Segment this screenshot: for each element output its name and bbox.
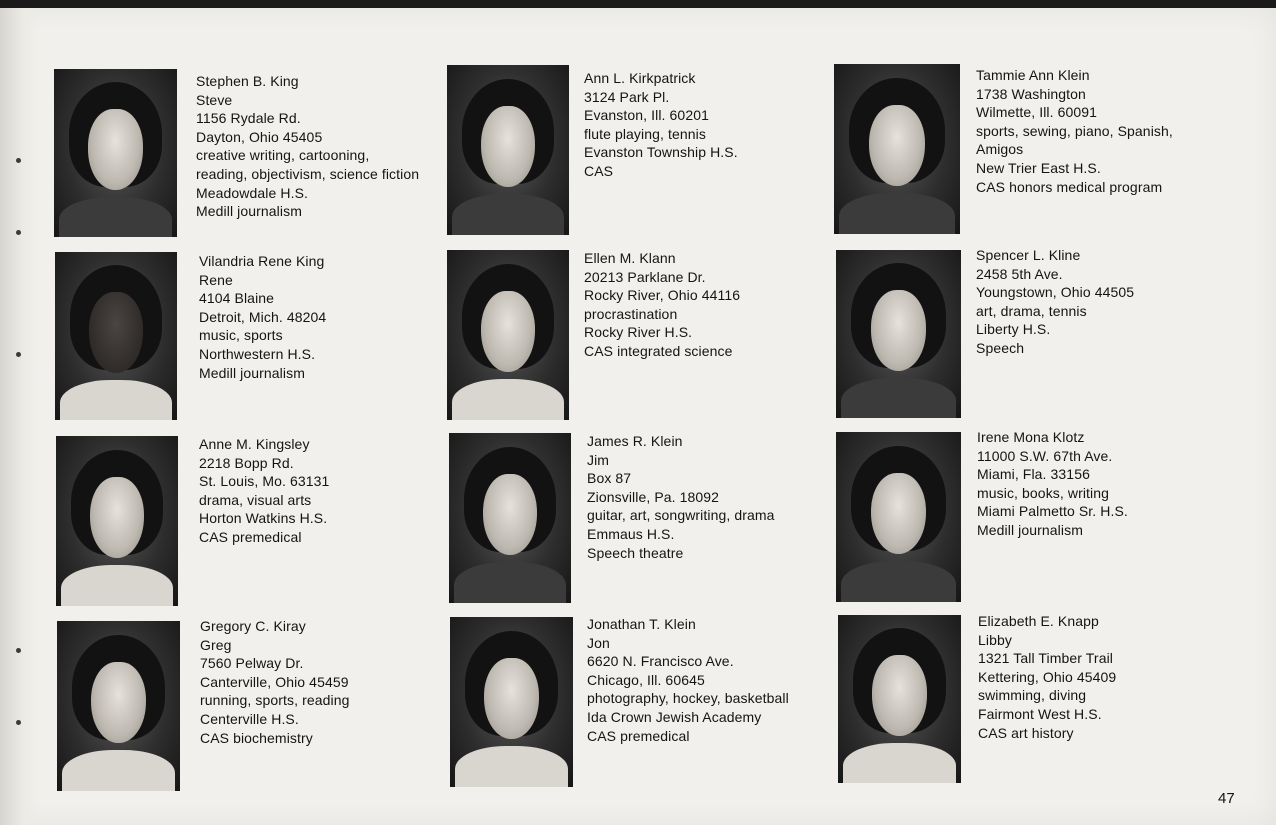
student-info xyxy=(977,428,1222,540)
info-line: 11000 S.W. 67th Ave. xyxy=(977,447,1113,464)
student-name: Ann L. Kirkpatrick xyxy=(584,70,696,86)
info-line: Fairmont West H.S. xyxy=(978,705,1102,722)
student-info xyxy=(584,69,829,181)
info-line: art, drama, tennis xyxy=(976,302,1087,319)
info-line: Ida Crown Jewish Academy xyxy=(587,708,762,725)
info-line: Amigos xyxy=(976,141,1024,158)
student-name: James R. Klein xyxy=(587,433,683,449)
info-line: CAS biochemistry xyxy=(200,729,313,746)
info-line: Detroit, Mich. 48204 xyxy=(199,308,327,325)
student-info xyxy=(976,246,1221,358)
info-line: Greg xyxy=(200,636,232,653)
binding-hole xyxy=(16,352,21,357)
binding-hole xyxy=(16,158,21,163)
info-line: Meadowdale H.S. xyxy=(196,184,309,201)
student-name: Tammie Ann Klein xyxy=(976,67,1090,83)
info-line: reading, objectivism, science fiction xyxy=(196,165,420,182)
info-line: Horton Watkins H.S. xyxy=(199,510,328,527)
binding-spine xyxy=(0,8,40,825)
info-line: 2458 5th Ave. xyxy=(976,265,1063,282)
student-info xyxy=(199,435,444,547)
info-line: Miami, Fla. 33156 xyxy=(977,466,1090,483)
info-line: Medill journalism xyxy=(196,203,302,220)
info-line: Speech xyxy=(976,339,1025,356)
info-line: 4104 Blaine xyxy=(199,290,275,307)
student-name: Anne M. Kingsley xyxy=(199,436,310,452)
info-line: 2218 Bopp Rd. xyxy=(199,454,294,471)
info-line: Kettering, Ohio 45409 xyxy=(978,668,1117,685)
info-line: 7560 Pelway Dr. xyxy=(200,655,304,672)
info-line: CAS xyxy=(584,162,614,179)
student-info xyxy=(976,66,1221,196)
info-line: Dayton, Ohio 45405 xyxy=(196,128,323,145)
info-line: 1156 Rydale Rd. xyxy=(196,110,301,127)
info-line: Northwestern H.S. xyxy=(199,345,316,362)
info-line: Speech theatre xyxy=(587,544,684,561)
info-line: 20213 Parklane Dr. xyxy=(584,268,706,285)
info-line: Evanston Township H.S. xyxy=(584,144,738,161)
info-line: swimming, diving xyxy=(978,687,1087,704)
student-portrait xyxy=(54,69,177,237)
info-line: music, books, writing xyxy=(977,484,1110,501)
student-info xyxy=(978,612,1223,742)
info-line: creative writing, cartooning, xyxy=(196,147,370,164)
student-name: Jonathan T. Klein xyxy=(587,616,696,632)
student-portrait xyxy=(56,436,178,606)
info-line: 1738 Washington xyxy=(976,85,1086,102)
student-portrait xyxy=(447,65,569,235)
info-line: CAS integrated science xyxy=(584,342,733,359)
student-portrait xyxy=(449,433,571,603)
student-name: Stephen B. King xyxy=(196,73,299,89)
student-portrait xyxy=(838,615,961,783)
info-line: Medill journalism xyxy=(977,521,1083,538)
info-line: Box 87 xyxy=(587,470,632,487)
info-line: Liberty H.S. xyxy=(976,321,1051,338)
student-portrait xyxy=(57,621,180,791)
info-line: Rocky River H.S. xyxy=(584,324,693,341)
student-name: Vilandria Rene King xyxy=(199,253,325,269)
info-line: 1321 Tall Timber Trail xyxy=(978,650,1114,667)
info-line: Wilmette, Ill. 60091 xyxy=(976,104,1098,121)
info-line: Chicago, Ill. 60645 xyxy=(587,671,705,688)
info-line: sports, sewing, piano, Spanish, xyxy=(976,122,1173,139)
student-portrait xyxy=(55,252,177,420)
info-line: Jon xyxy=(587,634,610,651)
info-line: CAS premedical xyxy=(199,528,302,545)
info-line: music, sports xyxy=(199,327,283,344)
info-line: Canterville, Ohio 45459 xyxy=(200,673,349,690)
yearbook-page xyxy=(0,8,1276,825)
info-line: flute playing, tennis xyxy=(584,125,706,142)
info-line: Steve xyxy=(196,91,233,108)
info-line: Libby xyxy=(978,631,1012,648)
binding-hole xyxy=(16,648,21,653)
student-info xyxy=(587,432,832,562)
info-line: 6620 N. Francisco Ave. xyxy=(587,653,734,670)
info-line: Emmaus H.S. xyxy=(587,525,675,542)
info-line: Centerville H.S. xyxy=(200,710,299,727)
info-line: New Trier East H.S. xyxy=(976,159,1101,176)
info-line: Rene xyxy=(199,271,233,288)
student-info xyxy=(200,617,445,747)
info-line: Evanston, Ill. 60201 xyxy=(584,107,709,124)
student-name: Ellen M. Klann xyxy=(584,250,676,266)
student-portrait xyxy=(450,617,573,787)
student-info xyxy=(199,252,444,382)
student-name: Gregory C. Kiray xyxy=(200,618,306,634)
student-name: Spencer L. Kline xyxy=(976,247,1081,263)
info-line: procrastination xyxy=(584,305,678,322)
binding-hole xyxy=(16,720,21,725)
info-line: CAS art history xyxy=(978,724,1074,741)
info-line: guitar, art, songwriting, drama xyxy=(587,507,775,524)
student-portrait xyxy=(834,64,960,234)
info-line: St. Louis, Mo. 63131 xyxy=(199,473,330,490)
student-name: Elizabeth E. Knapp xyxy=(978,613,1099,629)
info-line: Jim xyxy=(587,451,610,468)
student-info xyxy=(584,249,829,361)
info-line: drama, visual arts xyxy=(199,491,312,508)
info-line: CAS honors medical program xyxy=(976,178,1163,195)
info-line: CAS premedical xyxy=(587,727,690,744)
info-line: Rocky River, Ohio 44116 xyxy=(584,287,741,304)
student-portrait xyxy=(836,250,961,418)
info-line: photography, hockey, basketball xyxy=(587,690,789,707)
student-info xyxy=(196,72,441,221)
info-line: Medill journalism xyxy=(199,364,305,381)
binding-hole xyxy=(16,230,21,235)
student-info xyxy=(587,615,832,745)
page-number: 47 xyxy=(1218,790,1235,807)
info-line: running, sports, reading xyxy=(200,692,350,709)
student-portrait xyxy=(447,250,569,420)
info-line: Zionsville, Pa. 18092 xyxy=(587,488,720,505)
student-portrait xyxy=(836,432,961,602)
student-name: Irene Mona Klotz xyxy=(977,429,1085,445)
info-line: Youngstown, Ohio 44505 xyxy=(976,284,1135,301)
info-line: 3124 Park Pl. xyxy=(584,88,670,105)
info-line: Miami Palmetto Sr. H.S. xyxy=(977,503,1128,520)
